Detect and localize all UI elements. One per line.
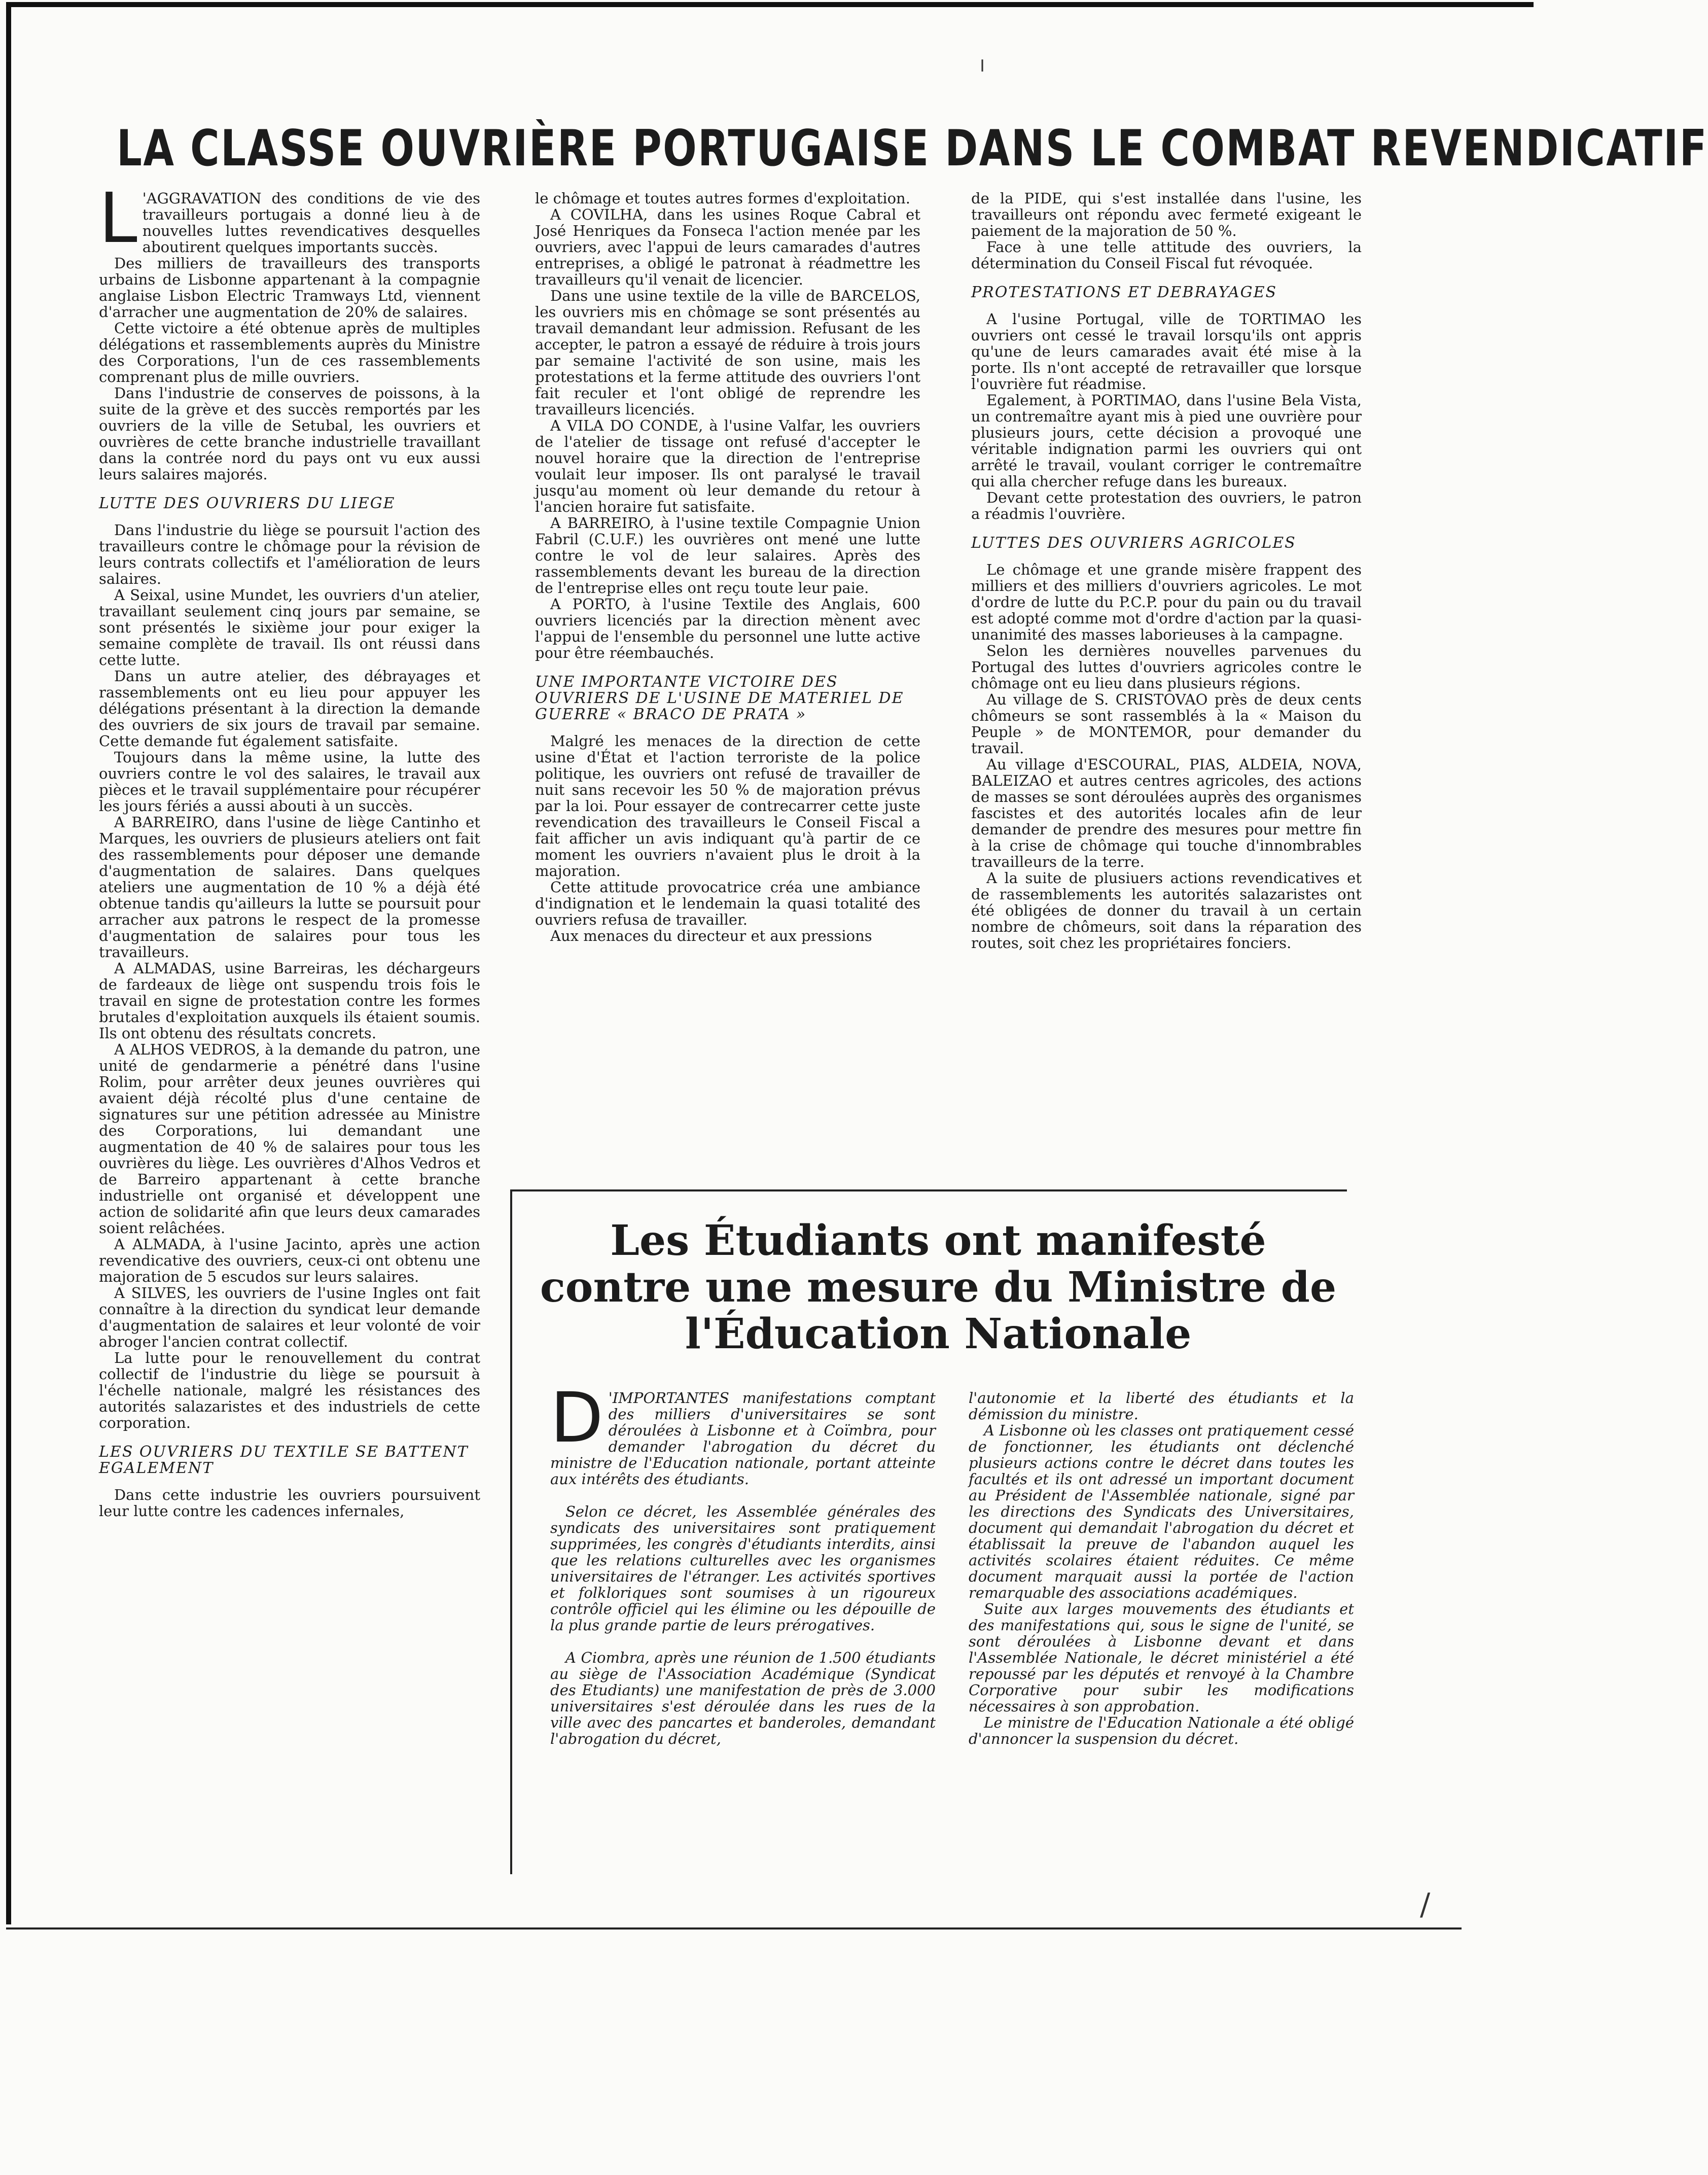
paragraph: Egalement, à PORTIMAO, dans l'usine Bela Vista, un contremaître ayant mis à pied une ouvrière pour plusieurs jours, cette décision a provoqué une véritable indignation parmi les ouvriers qui ont arrêté le travail, voulant corriger le contremaître qui alla chercher refuge dans les bureaux. [971,392,1362,490]
paragraph: Selon les dernières nouvelles parvenues du Portugal des luttes d'ouvriers agricoles contre le chômage ont eu lieu dans plusieurs régions. [971,642,1362,692]
paragraph: Toujours dans la même usine, la lutte des ouvriers contre le vol des salaires, le travail aux pièces et le travail supplémentaire pour récupérer les jours fériés a aussi abouti à un succès. [99,749,480,815]
paragraph: A BARREIRO, dans l'usine de liège Cantinho et Marques, les ouvriers de plusieurs ateliers ont fait des rassemblements pour déposer une demande d'augmentation de salaires. Dans quelques ateliers une augmentation de 10 % a déjà été obtenue tandis qu'ailleurs la lutte se poursuit pour arracher aux patrons le respect de la promesse d'augmentation de salaires pour tous les travailleurs. [99,814,480,961]
drop-cap: L [99,179,137,259]
article-2-column-1 [550,1378,936,1747]
article-headline: LA CLASSE OUVRIÈRE PORTUGAISE DANS LE COMBAT REVENDICATIF [117,120,1708,178]
section-heading: PROTESTATIONS ET DEBRAYAGES [971,284,1277,301]
article-box-left-rule [510,1189,512,1874]
paragraph: L 'AGGRAVATION des conditions de vie des travailleurs portugais a donné lieu à de nouvelles luttes revendicatives desquelles aboutirent quelques importants succès. [99,179,480,259]
paragraph: A SILVES, les ouvriers de l'usine Ingles ont fait connaître à la direction du syndicat leur demande d'augmentation de salaires et leur volonté de voir abroger l'ancien contrat collectif. [99,1284,480,1350]
scan-mark-pen-stroke: / [1420,1887,1431,1922]
paragraph: Au village d'ESCOURAL, PIAS, ALDEIA, NOVA, BALEIZAO et autres centres agricoles, des actions de masses se sont déroulées auprès des organismes fascistes et des autorités locales afin de leur demander de prendre des mesures pour mettre fin à la crise de chômage qui touche d'innombrables travailleurs de la terre. [971,756,1362,870]
article-2-column-2 [969,1390,1354,1747]
paragraph: A ALHOS VEDROS, à la demande du patron, une unité de gendarmerie a pénétré dans l'usine Rolim, pour arrêter deux jeunes ouvrières qui avaient déjà récolté plus d'une centaine de signatures sur une pétition adressée au Ministre des Corporations, lui demandant une augmentation de 40 % de salaires pour tous les ouvrières du liège. Les ouvrières d'Alhos Vedros et de Barreiro appartenant à cette branche industrielle ont organisé et développent une action de solidarité afin que leurs deux camarades soient relâchées. [99,1041,480,1237]
section-heading: LUTTE DES OUVRIERS DU LIEGE [99,495,396,512]
paragraph: Dans l'industrie du liège se poursuit l'action des travailleurs contre le chômage pour la révision de leurs contrats collectifs et l'amélioration de leurs salaires. [99,521,480,587]
paragraph: A VILA DO CONDE, à l'usine Valfar, les ouvriers de l'atelier de tissage ont refusé d'accepter le nouvel horaire que la direction de l'entreprise voulait leur imposer. Ils ont paralysé le travail jusqu'au moment où leur demande du retour à l'ancien horaire fut satisfaite. [535,417,920,515]
paragraph: Suite aux larges mouvements des étudiants et des manifestations qui, sous le signe de l'unité, se sont déroulées à Lisbonne devant et dans l'Assemblée Nationale, le décret ministériel a été repoussé par les députés et renvoyé à la Chambre Corporative pour subir les modifications nécessaires à son approbation. [969,1600,1354,1715]
paragraph: A BARREIRO, à l'usine textile Compagnie Union Fabril (C.U.F.) les ouvrières ont mené une lutte contre le vol de leur salaires. Après des rassemblements devant les bureau de la direction de l'entreprise elles ont reçu toute leur paie. [535,514,920,597]
section-heading: UNE IMPORTANTE VICTOIRE DES OUVRIERS DE L'USINE DE MATERIEL DE GUERRE « BRACO DE PRATA » [535,673,904,723]
paragraph: Des milliers de travailleurs des transports urbains de Lisbonne appartenant à la compagnie anglaise Lisbon Electric Tramways Ltd, viennent d'arracher une augmentation de 20% de salaires. [99,255,480,321]
scan-mark: ╷ [976,48,989,72]
paragraph: A Lisbonne où les classes ont pratiquement cessé de fonctionner, les étudiants ont déclenché plusieurs actions contre le décret dans toutes les facultés et ils ont adressé un important document au Président de l'Assemblée nationale, signé par les directions des Syndicats des Universitaires, document qui demandait l'abrogation du décret et établissait la preuve de l'abandon auquel les activités scolaires étaient réduites. Ce même document marquait aussi la portée de l'action remarquable des associations académiques. [969,1422,1354,1601]
paragraph: Face à une telle attitude des ouvriers, la détermination du Conseil Fiscal fut révoquée. [971,238,1362,272]
paragraph: A ALMADA, à l'usine Jacinto, après une action revendicative des ouvriers, ceux-ci ont obtenu une majoration de 5 escudos sur leurs salaires. [99,1236,480,1285]
left-border-rule [6,2,11,1924]
article-column-3 [971,190,1362,951]
paragraph: l'autonomie et la liberté des étudiants et la démission du ministre. [969,1389,1354,1423]
article-box-top-rule [512,1189,1347,1191]
paragraph: D 'IMPORTANTES manifestations comptant des milliers d'universitaires se sont déroulées à Lisbonne et à Coïmbra, pour demander l'abrogation du décret du ministre de l'Education nationale, portant atteinte aux intérêts des étudiants. [550,1378,936,1488]
paragraph: le chômage et toutes autres formes d'exploitation. [535,190,910,207]
paragraph: Dans une usine textile de la ville de BARCELOS, les ouvriers mis en chômage se sont présentés au travail demandant leur admission. Refusant de les accepter, le patron a essayé de réduire à trois jours par semaine l'activité de son usine, mais les protestations et la ferme attitude des ouvriers l'ont fait reculer et l'ont obligé de reprendre les travailleurs licenciés. [535,287,920,418]
paragraph: A COVILHA, dans les usines Roque Cabral et José Henriques da Fonseca l'action menée par les ouvriers, avec l'appui de leurs camarades d'autres entreprises, a obligé le patronat à réadmettre les travailleurs qu'il venait de licencier. [535,206,920,288]
paragraph: La lutte pour le renouvellement du contrat collectif de l'industrie du liège se poursuit à l'échelle nationale, malgré les résistances des autorités salazaristes et des industriels de cette corporation. [99,1349,480,1431]
section-heading: LES OUVRIERS DU TEXTILE SE BATTENT EGALEMENT [99,1443,469,1477]
paragraph: Selon ce décret, les Assemblée générales des syndicats des universitaires sont pratiquement supprimées, les congrès d'étudiants interdits, ainsi que les relations culturelles avec les organismes universitaires de l'étranger. Les activités sportives et folkloriques sont soumises à un rigoureux contrôle officiel qui les élimine ou les dépouille de la plus grande partie de leurs prérogatives. [550,1503,936,1634]
paragraph: de la PIDE, qui s'est installée dans l'usine, les travailleurs ont répondu avec fermeté exigeant le paiement de la majoration de 50 %. [971,190,1362,239]
paragraph: A Seixal, usine Mundet, les ouvriers d'un atelier, travaillant seulement cinq jours par semaine, se sont présentés le sixième jour pour exiger la semaine complète de travail. Ils ont réussi dans cette lutte. [99,586,480,669]
paragraph: A la suite de plusiuers actions revendicatives et de rassemblements les autorités salazaristes ont été obligées de donner du travail à un certain nombre de chômeurs, soit dans la réparation des routes, soit chez les propriétaires fonciers. [971,869,1362,952]
paragraph: A PORTO, à l'usine Textile des Anglais, 600 ouvriers licenciés par la direction mènent avec l'appui de l'ensemble du personnel une lutte active pour être réembauchés. [535,595,920,661]
paragraph: Le ministre de l'Education Nationale a été obligé d'annoncer la suspension du décret. [969,1714,1354,1747]
paragraph: A l'usine Portugal, ville de TORTIMAO les ouvriers ont cessé le travail lorsqu'ils ont appris qu'une de leurs camarades avait été mise à la porte. Ils n'ont accepté de retravailler que lorsque l'ouvrière fut réadmise. [971,310,1362,393]
paragraph: A Ciombra, après une réunion de 1.500 étudiants au siège de l'Association Académique (Syndicat des Etudiants) une manifestation de près de 3.000 universitaires s'est déroulée dans les rues de la ville avec des pancartes et banderoles, demandant l'abrogation du décret, [550,1649,936,1747]
paragraph: Malgré les menaces de la direction de cette usine d'État et l'action terroriste de la police politique, les ouvriers ont refusé de travailler de nuit sans recevoir les 50 % de majoration prévus par la loi. Pour essayer de contrecarrer cette juste revendication des travailleurs le Conseil Fiscal a fait afficher un avis indiquant qu'à partir de ce moment les ouvriers n'avaient plus le droit à la majoration. [535,732,920,880]
paragraph: Le chômage et une grande misère frappent des milliers et des milliers d'ouvriers agricoles. Le mot d'ordre de lutte du P.C.P. pour du pain ou du travail est adopté comme mot d'ordre d'action par la quasi-unanimité des masses laborieuses à la campagne. [971,561,1362,643]
paragraph: Aux menaces du directeur et aux pressions [550,927,872,944]
drop-cap: D [550,1378,603,1458]
paragraph: Dans un autre atelier, des débrayages et rassemblements ont eu lieu pour appuyer les délégations présentant à la direction la demande des ouvriers de six jours de travail par semaine. Cette demande fut également satisfaite. [99,668,480,750]
top-border-rule [6,2,1534,7]
paragraph: Au village de S. CRISTOVAO près de deux cents chômeurs se sont rassemblés à la « Maison du Peuple » de MONTEMOR, pour demander du travail. [971,691,1362,757]
section-heading: LUTTES DES OUVRIERS AGRICOLES [971,534,1296,552]
paragraph: Dans l'industrie de conserves de poissons, à la suite de la grève et des succès remportés par les ouvriers de la ville de Setubal, les ouvriers et ouvrières de cette branche industrielle travaillant dans la contrée nord du pays ont vu eux aussi leurs salaires majorés. [99,384,480,483]
paragraph: Cette victoire a été obtenue après de multiples délégations et rassemblements auprès du Ministre des Corporations, l'un de ces rassemblements comprenant plus de mille ouvriers. [99,320,480,385]
article-column-2 [535,190,920,944]
paragraph: Dans cette industrie les ouvriers poursuivent leur lutte contre les cadences infernales, [99,1486,480,1520]
article-2-title: Les Étudiants ont manifesté contre une mesure du Ministre de l'Éducation Nationale [540,1216,1337,1358]
paragraph: Cette attitude provocatrice créa une ambiance d'indignation et le lendemain la quasi totalité des ouvriers refusa de travailler. [535,879,920,928]
bottom-rule [6,1927,1462,1930]
paragraph: Devant cette protestation des ouvriers, le patron a réadmis l'ouvrière. [971,489,1362,522]
article-column-1 [99,179,480,1520]
paragraph: A ALMADAS, usine Barreiras, les déchargeurs de fardeaux de liège ont suspendu trois fois le travail en signe de protestation contre les formes brutales d'exploitation auxquels ils étaient soumis. Ils ont obtenu des résultats concrets. [99,960,480,1042]
